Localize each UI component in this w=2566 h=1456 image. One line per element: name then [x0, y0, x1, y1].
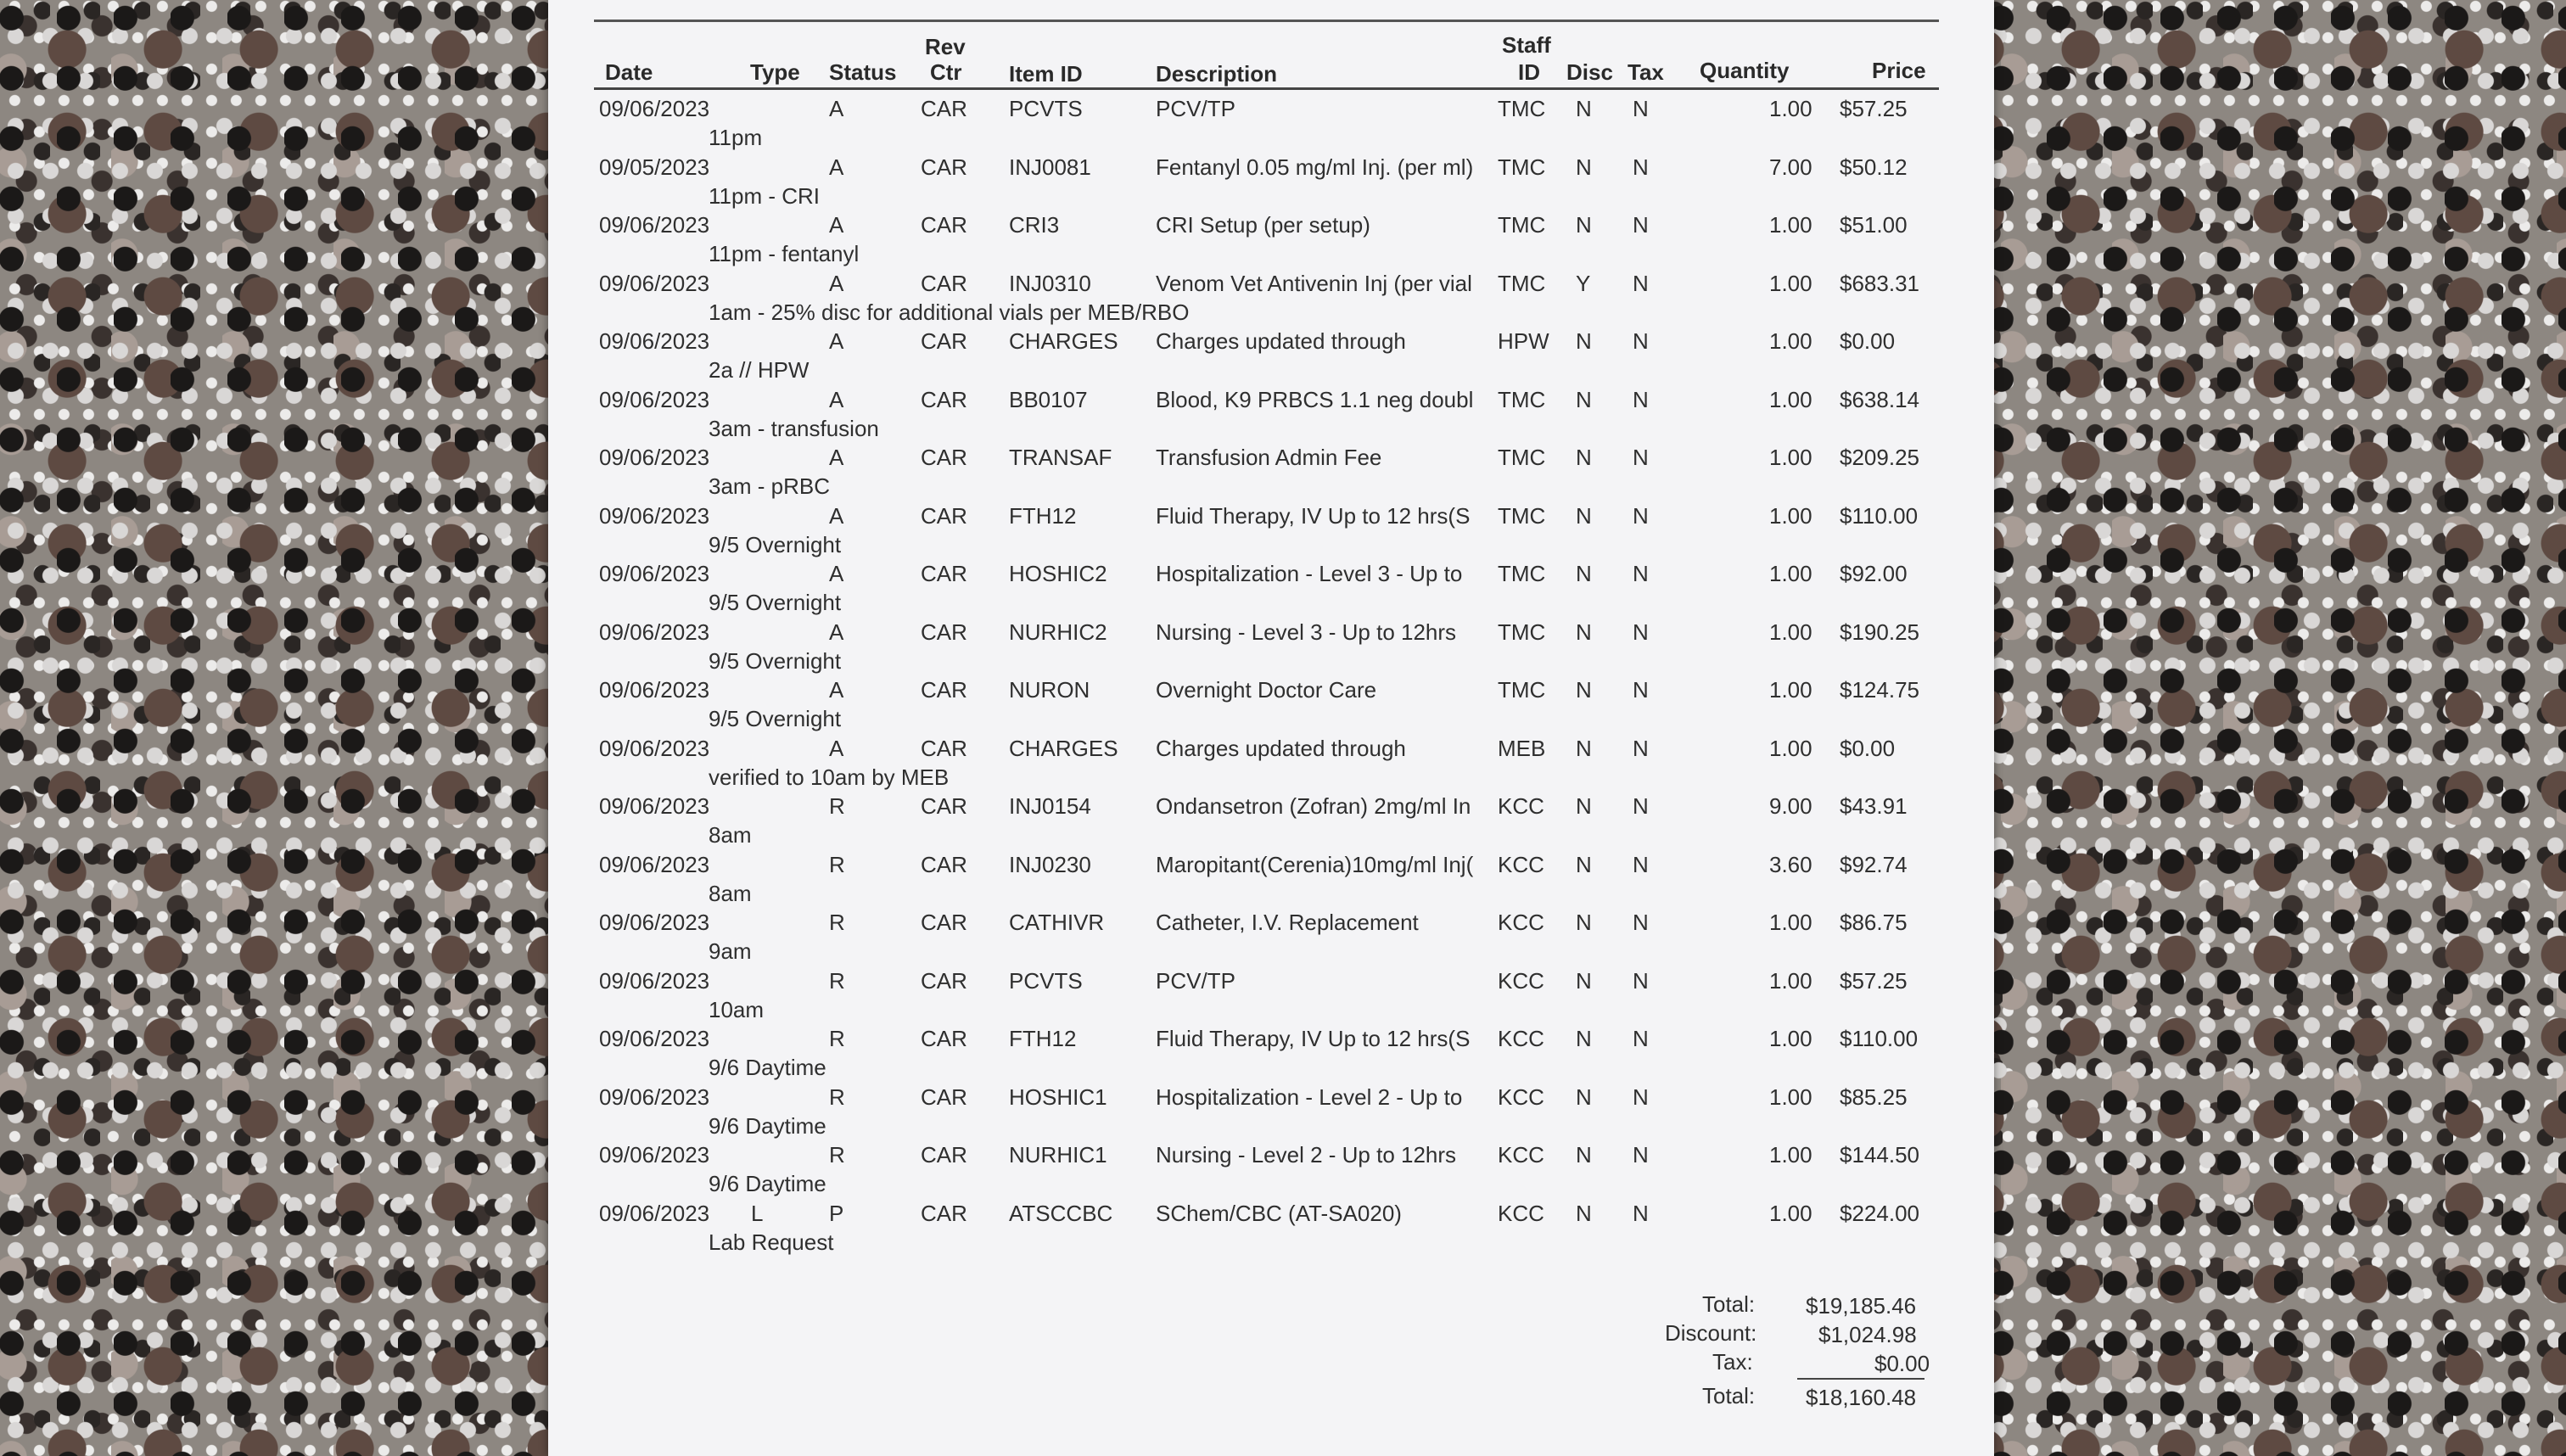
row-staff-id: KCC — [1498, 967, 1544, 994]
row-item-id: NURON — [1009, 677, 1090, 703]
row-item-id: TRANSAF — [1009, 445, 1112, 470]
row-disc: N — [1576, 910, 1592, 935]
row-tax: N — [1633, 619, 1649, 645]
row-status: R — [829, 1026, 845, 1051]
row-tax: N — [1633, 561, 1649, 586]
row-date: 09/06/2023 — [599, 561, 710, 586]
row-disc: N — [1576, 96, 1592, 121]
row-status: A — [829, 270, 844, 296]
row-tax: N — [1633, 1142, 1649, 1168]
row-price: $86.75 — [1840, 910, 1908, 935]
row-description: Charges updated through — [1156, 328, 1406, 354]
row-note: 9am — [709, 938, 752, 964]
row-rev-ctr: CAR — [921, 1084, 967, 1110]
row-price: $92.00 — [1840, 561, 1908, 586]
row-note: 1am - 25% disc for additional vials per MEB/RBO — [709, 299, 1190, 325]
row-price: $57.25 — [1840, 967, 1908, 994]
row-price: $190.25 — [1840, 619, 1919, 645]
row-description: PCV/TP — [1156, 967, 1235, 994]
row-rev-ctr: CAR — [921, 793, 967, 819]
row-note: 11pm - CRI — [709, 182, 820, 209]
row-rev-ctr: CAR — [921, 154, 967, 180]
row-staff-id: HPW — [1498, 328, 1549, 354]
table-row — [0, 852, 2566, 910]
table-row — [0, 561, 2566, 619]
table-row — [0, 1201, 2566, 1259]
row-rev-ctr: CAR — [921, 619, 967, 645]
table-row — [0, 212, 2566, 271]
row-tax: N — [1633, 677, 1649, 703]
row-quantity: 3.60 — [1769, 851, 1812, 877]
row-quantity: 1.00 — [1769, 502, 1812, 529]
row-staff-id: TMC — [1498, 212, 1546, 238]
row-description: Overnight Doctor Care — [1156, 677, 1377, 703]
row-type: L — [751, 1200, 764, 1226]
row-status: A — [829, 328, 844, 354]
row-disc: N — [1576, 502, 1592, 529]
row-description: Fentanyl 0.05 mg/ml Inj. (per ml) — [1156, 154, 1474, 180]
row-staff-id: TMC — [1498, 561, 1546, 586]
discount-label: Discount: — [1665, 1320, 1757, 1346]
row-description: Maropitant(Cerenia)10mg/ml Inj( — [1156, 851, 1474, 877]
row-note: 3am - pRBC — [709, 473, 831, 499]
row-staff-id: KCC — [1498, 851, 1544, 877]
row-description: Ondansetron (Zofran) 2mg/ml In — [1156, 793, 1471, 819]
header-staff-top: Staff — [1502, 32, 1551, 58]
row-disc: N — [1576, 1084, 1592, 1110]
row-staff-id: KCC — [1498, 1026, 1544, 1051]
row-quantity: 7.00 — [1769, 154, 1812, 180]
row-note: 3am - transfusion — [709, 415, 879, 441]
row-staff-id: TMC — [1498, 270, 1546, 296]
row-description: Transfusion Admin Fee — [1156, 445, 1382, 470]
row-staff-id: KCC — [1498, 1084, 1544, 1110]
row-status: A — [829, 154, 844, 180]
row-item-id: CHARGES — [1009, 735, 1118, 761]
tax-label: Tax: — [1712, 1349, 1753, 1375]
row-price: $110.00 — [1840, 502, 1919, 529]
table-row — [0, 910, 2566, 968]
row-note: 9/5 Overnight — [709, 706, 842, 731]
row-quantity: 1.00 — [1769, 619, 1812, 645]
row-note: 2a // HPW — [709, 357, 810, 383]
grand-total-label: Total: — [1702, 1383, 1756, 1408]
row-status: A — [829, 386, 844, 412]
row-description: Venom Vet Antivenin Inj (per vial — [1156, 270, 1472, 296]
row-note: 8am — [709, 822, 752, 848]
row-description: CRI Setup (per setup) — [1156, 212, 1370, 238]
header-item-id: Item ID — [1009, 61, 1083, 87]
table-row — [0, 271, 2566, 329]
row-date: 09/05/2023 — [599, 154, 710, 180]
row-date: 09/06/2023 — [599, 851, 710, 877]
row-staff-id: TMC — [1498, 677, 1546, 703]
header-date: Date — [605, 59, 653, 85]
line-items — [0, 96, 2566, 1258]
row-rev-ctr: CAR — [921, 1200, 967, 1226]
row-item-id: CRI3 — [1009, 212, 1060, 238]
header-description: Description — [1156, 61, 1278, 87]
header-status: Status — [829, 59, 897, 85]
row-quantity: 1.00 — [1769, 386, 1812, 412]
row-item-id: CHARGES — [1009, 328, 1118, 354]
row-item-id: NURHIC2 — [1009, 619, 1107, 645]
row-note: Lab Request — [709, 1229, 834, 1255]
row-date: 09/06/2023 — [599, 735, 710, 761]
row-quantity: 1.00 — [1769, 96, 1812, 121]
row-rev-ctr: CAR — [921, 212, 967, 238]
row-note: 9/5 Overnight — [709, 531, 842, 557]
row-date: 09/06/2023 — [599, 212, 710, 238]
row-description: Hospitalization - Level 3 - Up to — [1156, 561, 1463, 586]
row-tax: N — [1633, 445, 1649, 470]
row-date: 09/06/2023 — [599, 967, 710, 994]
row-quantity: 1.00 — [1769, 910, 1812, 935]
row-disc: N — [1576, 793, 1592, 819]
row-description: Fluid Therapy, IV Up to 12 hrs(S — [1156, 502, 1471, 529]
row-rev-ctr: CAR — [921, 677, 967, 703]
row-disc: N — [1576, 1026, 1592, 1051]
row-tax: N — [1633, 270, 1649, 296]
row-tax: N — [1633, 735, 1649, 761]
row-disc: N — [1576, 386, 1592, 412]
row-item-id: INJ0230 — [1009, 851, 1091, 877]
row-staff-id: KCC — [1498, 1142, 1544, 1168]
row-price: $0.00 — [1840, 328, 1896, 354]
row-rev-ctr: CAR — [921, 1142, 967, 1168]
row-date: 09/06/2023 — [599, 1142, 710, 1168]
row-staff-id: TMC — [1498, 154, 1546, 180]
table-row — [0, 1084, 2566, 1143]
row-price: $0.00 — [1840, 735, 1896, 761]
row-rev-ctr: CAR — [921, 328, 967, 354]
row-status: R — [829, 910, 845, 935]
row-price: $144.50 — [1840, 1142, 1919, 1168]
row-price: $50.12 — [1840, 154, 1908, 180]
row-tax: N — [1633, 793, 1649, 819]
row-date: 09/06/2023 — [599, 502, 710, 529]
row-item-id: CATHIVR — [1009, 910, 1105, 935]
row-disc: N — [1576, 677, 1592, 703]
row-rev-ctr: CAR — [921, 445, 967, 470]
table-row — [0, 1026, 2566, 1084]
row-disc: N — [1576, 851, 1592, 877]
row-date: 09/06/2023 — [599, 619, 710, 645]
row-disc: N — [1576, 619, 1592, 645]
row-quantity: 1.00 — [1769, 967, 1812, 994]
row-note: 9/6 Daytime — [709, 1171, 826, 1196]
grand-total-value: $18,160.48 — [1806, 1385, 1917, 1410]
row-price: $51.00 — [1840, 212, 1908, 238]
row-disc: N — [1576, 1200, 1592, 1226]
top-divider — [594, 20, 1939, 22]
row-status: A — [829, 735, 844, 761]
row-rev-ctr: CAR — [921, 1026, 967, 1051]
row-item-id: PCVTS — [1009, 96, 1083, 121]
row-description: Nursing - Level 3 - Up to 12hrs — [1156, 619, 1457, 645]
row-tax: N — [1633, 1084, 1649, 1110]
discount-value: $1,024.98 — [1818, 1322, 1917, 1347]
header-type: Type — [750, 59, 800, 85]
row-note: 9/6 Daytime — [709, 1055, 826, 1080]
row-price: $110.00 — [1840, 1026, 1919, 1051]
row-staff-id: TMC — [1498, 502, 1546, 529]
row-status: A — [829, 445, 844, 470]
row-price: $57.25 — [1840, 96, 1908, 121]
row-rev-ctr: CAR — [921, 910, 967, 935]
row-description: Nursing - Level 2 - Up to 12hrs — [1156, 1142, 1457, 1168]
header-divider — [594, 87, 1939, 90]
row-quantity: 1.00 — [1769, 1026, 1812, 1051]
row-disc: N — [1576, 1142, 1592, 1168]
row-disc: N — [1576, 735, 1592, 761]
row-rev-ctr: CAR — [921, 386, 967, 412]
row-price: $683.31 — [1840, 270, 1919, 296]
row-description: PCV/TP — [1156, 96, 1235, 121]
row-note: 9/5 Overnight — [709, 647, 842, 674]
row-status: A — [829, 561, 844, 586]
row-tax: N — [1633, 96, 1649, 121]
row-staff-id: MEB — [1498, 735, 1546, 761]
header-quantity: Quantity — [1700, 58, 1790, 83]
row-status: R — [829, 851, 845, 877]
row-tax: N — [1633, 1026, 1649, 1051]
row-tax: N — [1633, 851, 1649, 877]
table-row — [0, 677, 2566, 736]
header-rev-bottom: Ctr — [930, 59, 962, 85]
row-rev-ctr: CAR — [921, 967, 967, 994]
table-row — [0, 503, 2566, 562]
row-rev-ctr: CAR — [921, 96, 967, 121]
row-date: 09/06/2023 — [599, 445, 710, 470]
row-description: Catheter, I.V. Replacement — [1156, 910, 1419, 935]
row-quantity: 1.00 — [1769, 1084, 1812, 1110]
row-quantity: 1.00 — [1769, 1200, 1812, 1226]
table-row — [0, 154, 2566, 213]
row-price: $124.75 — [1840, 677, 1919, 703]
row-note: verified to 10am by MEB — [709, 764, 950, 790]
row-item-id: FTH12 — [1009, 1026, 1077, 1051]
row-status: P — [829, 1200, 844, 1226]
row-date: 09/06/2023 — [599, 677, 710, 703]
row-date: 09/06/2023 — [599, 793, 710, 819]
row-description: Blood, K9 PRBCS 1.1 neg doubl — [1156, 386, 1474, 412]
row-tax: N — [1633, 328, 1649, 354]
row-disc: N — [1576, 445, 1592, 470]
table-row — [0, 968, 2566, 1027]
header-disc: Disc — [1566, 59, 1613, 85]
row-disc: N — [1576, 561, 1592, 586]
row-rev-ctr: CAR — [921, 735, 967, 761]
row-quantity: 1.00 — [1769, 270, 1812, 296]
total-label: Total: — [1702, 1291, 1756, 1317]
row-item-id: ATSCCBC — [1009, 1200, 1113, 1226]
header-price: Price — [1872, 58, 1926, 83]
header-staff-bottom: ID — [1518, 59, 1540, 85]
row-description: SChem/CBC (AT-SA020) — [1156, 1200, 1402, 1226]
row-quantity: 1.00 — [1769, 328, 1812, 354]
row-item-id: HOSHIC2 — [1009, 561, 1107, 586]
table-row — [0, 736, 2566, 794]
row-description: Charges updated through — [1156, 735, 1406, 761]
row-date: 09/06/2023 — [599, 270, 710, 296]
row-quantity: 1.00 — [1769, 1142, 1812, 1168]
total-value: $19,185.46 — [1806, 1293, 1917, 1319]
header-tax: Tax — [1628, 59, 1664, 85]
totals-divider — [1797, 1378, 1924, 1380]
table-row — [0, 387, 2566, 445]
row-item-id: HOSHIC1 — [1009, 1084, 1107, 1110]
row-quantity: 1.00 — [1769, 561, 1812, 586]
row-date: 09/06/2023 — [599, 1200, 710, 1226]
row-status: A — [829, 212, 844, 238]
row-status: R — [829, 1084, 845, 1110]
row-description: Fluid Therapy, IV Up to 12 hrs(S — [1156, 1026, 1471, 1051]
row-note: 11pm — [709, 125, 763, 150]
row-rev-ctr: CAR — [921, 851, 967, 877]
row-date: 09/06/2023 — [599, 910, 710, 935]
row-disc: N — [1576, 154, 1592, 180]
row-tax: N — [1633, 967, 1649, 994]
row-note: 9/6 Daytime — [709, 1112, 826, 1139]
row-staff-id: TMC — [1498, 445, 1546, 470]
row-quantity: 1.00 — [1769, 677, 1812, 703]
tax-value: $0.00 — [1874, 1351, 1930, 1376]
row-disc: N — [1576, 328, 1592, 354]
row-item-id: INJ0154 — [1009, 793, 1091, 819]
row-note: 11pm - fentanyl — [709, 241, 860, 266]
table-row — [0, 445, 2566, 503]
row-date: 09/06/2023 — [599, 328, 710, 354]
row-status: A — [829, 619, 844, 645]
row-status: A — [829, 502, 844, 529]
row-tax: N — [1633, 212, 1649, 238]
row-date: 09/06/2023 — [599, 96, 710, 121]
row-staff-id: TMC — [1498, 386, 1546, 412]
row-tax: N — [1633, 502, 1649, 529]
row-quantity: 1.00 — [1769, 212, 1812, 238]
row-tax: N — [1633, 386, 1649, 412]
row-status: R — [829, 793, 845, 819]
row-status: A — [829, 96, 844, 121]
row-staff-id: KCC — [1498, 1200, 1544, 1226]
row-disc: Y — [1576, 270, 1591, 296]
row-rev-ctr: CAR — [921, 270, 967, 296]
row-note: 8am — [709, 880, 752, 906]
row-date: 09/06/2023 — [599, 1084, 710, 1110]
row-staff-id: KCC — [1498, 793, 1544, 819]
table-row — [0, 328, 2566, 387]
row-status: R — [829, 967, 845, 994]
row-price: $92.74 — [1840, 851, 1908, 877]
row-tax: N — [1633, 1200, 1649, 1226]
row-item-id: INJ0081 — [1009, 154, 1091, 180]
row-item-id: PCVTS — [1009, 967, 1083, 994]
row-quantity: 1.00 — [1769, 735, 1812, 761]
row-quantity: 1.00 — [1769, 445, 1812, 470]
row-price: $638.14 — [1840, 386, 1919, 412]
row-price: $43.91 — [1840, 793, 1908, 819]
row-note: 9/5 Overnight — [709, 590, 842, 615]
table-row — [0, 793, 2566, 852]
row-rev-ctr: CAR — [921, 561, 967, 586]
row-staff-id: TMC — [1498, 619, 1546, 645]
table-row — [0, 1142, 2566, 1201]
row-tax: N — [1633, 154, 1649, 180]
row-rev-ctr: CAR — [921, 502, 967, 529]
row-item-id: BB0107 — [1009, 386, 1088, 412]
table-row — [0, 619, 2566, 678]
row-price: $224.00 — [1840, 1200, 1919, 1226]
row-staff-id: TMC — [1498, 96, 1546, 121]
row-note: 10am — [709, 996, 765, 1022]
row-date: 09/06/2023 — [599, 386, 710, 412]
row-item-id: FTH12 — [1009, 502, 1077, 529]
row-price: $85.25 — [1840, 1084, 1908, 1110]
row-tax: N — [1633, 910, 1649, 935]
row-staff-id: KCC — [1498, 910, 1544, 935]
row-status: R — [829, 1142, 845, 1168]
row-date: 09/06/2023 — [599, 1026, 710, 1051]
row-status: A — [829, 677, 844, 703]
table-row — [0, 96, 2566, 154]
row-item-id: INJ0310 — [1009, 270, 1091, 296]
row-disc: N — [1576, 967, 1592, 994]
row-disc: N — [1576, 212, 1592, 238]
row-quantity: 9.00 — [1769, 793, 1812, 819]
row-price: $209.25 — [1840, 445, 1919, 470]
row-item-id: NURHIC1 — [1009, 1142, 1107, 1168]
header-rev-top: Rev — [925, 34, 966, 59]
row-description: Hospitalization - Level 2 - Up to — [1156, 1084, 1463, 1110]
